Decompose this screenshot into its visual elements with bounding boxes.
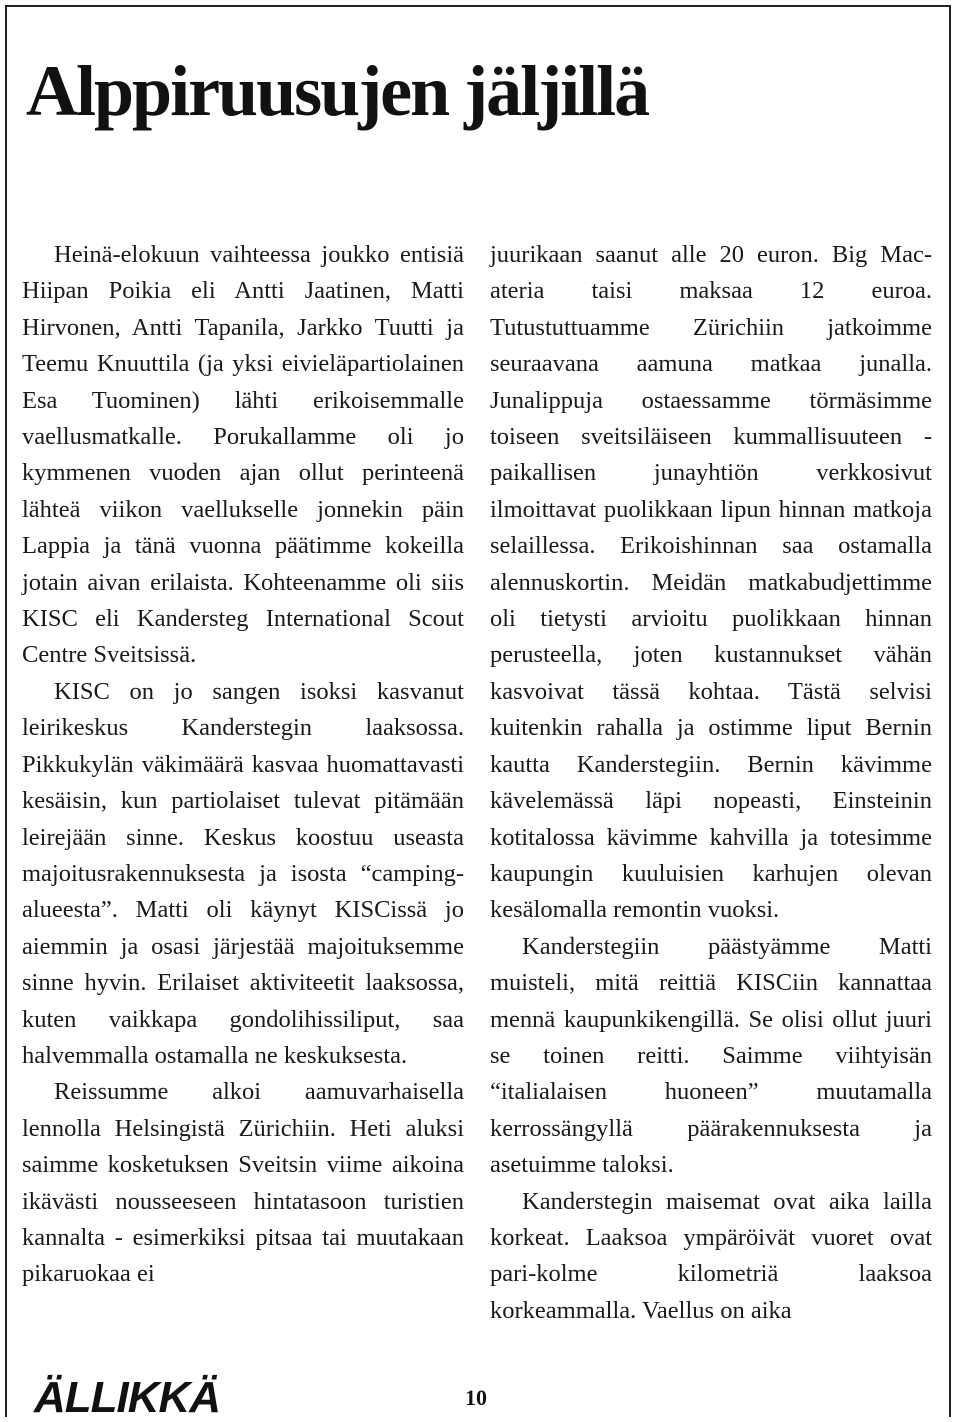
article-left-column [22, 237, 464, 1293]
article-title: Alppiruusujen jäljillä [26, 51, 649, 131]
page-number: 10 [465, 1385, 487, 1410]
paragraph-journey-start: Reissumme alkoi aamuvarhaisella lennolla Helsingistä Zürichiin. Heti aluksi saimme kosketuksen Sveitsin viime aikoina ikävästi nousseeseen hintatasoon turistien kannalta - esimerkiksi pitsaa tai muutakaan pikaruokaa ei [22, 1078, 464, 1288]
paragraph-intro: Heinä-elokuun vaihteessa joukko entisiä Hiipan Poikia eli Antti Jaatinen, Matti Hirvonen, Antti Tapanila, Jarkko Tuutti ja Teemu Knuuttila (ja yksi eivieläpartiolainen Esa Tuominen) lähti erikoisemmalle vaellusmatkalle. Porukallamme oli jo kymmenen vuoden ajan ollut perinteenä lähteä viikon vaellukselle jonnekin päin Lappia ja tänä vuonna päätimme kokeilla jotain aivan erilaista. Kohteenamme oli siis KISC eli Kandersteg International Scout Centre Sveitsissä. [22, 241, 464, 669]
paragraph-zurich-train: juurikaan saanut alle 20 euron. Big Mac-ateria taisi maksaa 12 euroa. Tutustuttuamme Zürichiin jatkoimme seuraavana aamuna matkaa junalla. Junalippuja ostaessamme törmäsimme toiseen sveitsiläiseen kummallisuuteen - paikallisen junayhtiön verkkosivut ilmoittavat puolikkaan lipun hinnan matkoja selaillessa. Erikoishinnan saa ostamalla alennuskortin. Meidän matkabudjettimme oli tietysti arvioitu puolikkaan hinnan perusteella, joten kustannukset vähän kasvoivat tässä kohtaa. Tästä selvisi kuitenkin rahalla ja ostimme liput Bernin kautta Kanderstegiin. Bernin kävimme kävelemässä läpi nopeasti, Einsteinin kotitalossa kävimme kahvilla ja totesimme kaupungin kuuluisien karhujen olevan kesälomalla remontin vuoksi. [490, 241, 932, 924]
paragraph-arrival: Kanderstegiin päästyämme Matti muisteli, mitä reittiä KISCiin kannattaa mennä kaupunkikengillä. Se olisi ollut juuri se toinen reitti. Saimme viihtyisän “italialaisen huoneen” muutamalla kerrossängyllä päärakennuksesta ja asetuimme taloksi. [490, 932, 932, 1179]
paragraph-landscape: Kanderstegin maisemat ovat aika lailla korkeat. Laaksoa ympäröivät vuoret ovat pari-kolme kilometriä laaksoa korkeammalla. Vaellus on aika [490, 1187, 932, 1324]
magazine-logo: ÄLLIKKÄ [34, 1373, 221, 1422]
paragraph-kisc: KISC on jo sangen isoksi kasvanut leirikeskus Kanderstegin laaksossa. Pikkukylän väkimäärä kasvaa huomattavasti kesäisin, kun partiolaiset tulevat pitämään leirejään sinne. Keskus koostuu useasta majoitusrakennuksesta ja isosta “camping-alueesta”. Matti oli käynyt KISCissä jo aiemmin ja osasi järjestää majoituksemme sinne hyvin. Erilaiset aktiviteetit laaksossa, kuten vaikkapa gondolihissiliput, saa halvemmalla ostamalla ne keskuksesta. [22, 677, 464, 1069]
article-right-column [490, 237, 932, 1329]
